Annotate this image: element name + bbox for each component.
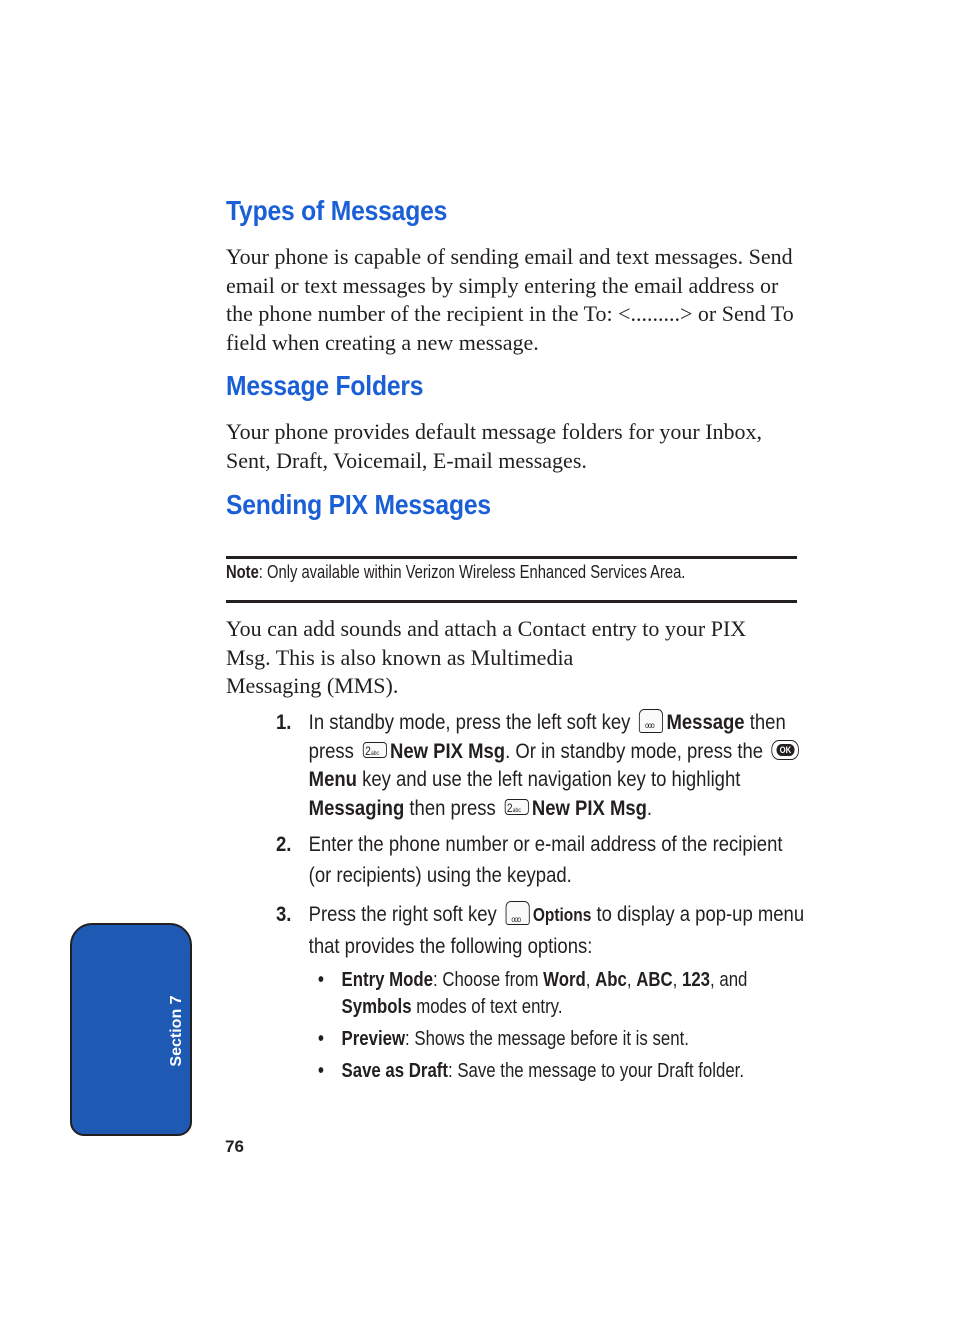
step-text: . Or in standby mode, press the	[505, 738, 764, 763]
bullet-label: Save as Draft	[341, 1060, 448, 1082]
key-digit: 2	[506, 800, 513, 815]
step-text: .	[646, 795, 653, 820]
pix-line-2: Msg. This is also known as Multimedia	[226, 644, 574, 670]
step-text: key and use the left navigation key to highlight	[362, 767, 741, 791]
bullet-body	[342, 1058, 789, 1085]
section-tab-label: Section 7	[168, 995, 185, 1067]
bullet-label: Preview	[341, 1028, 406, 1050]
step-term: New PIX Msg	[531, 795, 647, 820]
bullet-text: , and	[710, 969, 748, 991]
step-term: Messaging	[308, 795, 405, 820]
note	[226, 562, 751, 583]
mode-abc: Abc	[595, 969, 627, 991]
step-number: 1.	[276, 710, 292, 734]
bullet-label: Entry Mode	[341, 969, 434, 991]
heading-types-of-messages: Types of Messages	[226, 195, 448, 226]
note-bottom-rule	[226, 600, 797, 603]
bullet-entry-mode	[318, 967, 788, 1021]
key-letters: abc	[512, 807, 521, 814]
bullet-save-as-draft	[318, 1058, 788, 1085]
step-term: New PIX Msg	[390, 738, 506, 763]
bullet-body	[342, 1026, 789, 1053]
step-term: Menu	[308, 767, 357, 791]
paragraph-types-of-messages: Your phone is capable of sending email and text messages. Send email or text messages by simply entering the email address or the phone number of the recipient in the To: <.........> or Send To field when creating a new message.	[226, 244, 794, 356]
pix-line-1: You can add sounds and attach a Contact entry to your PIX	[226, 616, 747, 641]
note-top-rule	[226, 556, 797, 559]
left-soft-key-icon	[639, 709, 663, 733]
step-term: Options	[532, 905, 592, 925]
step-text: then press	[308, 710, 786, 763]
ok-key-icon	[772, 740, 800, 760]
step-body: Enter the phone number or e-mail address of the recipient (or recipients) using the keypad.	[308, 832, 783, 887]
step-body	[309, 708, 810, 822]
bullet-text: : Choose from	[433, 969, 539, 991]
mode-word: Word	[543, 969, 586, 991]
step-2	[276, 829, 809, 891]
mode-123: 123	[681, 969, 711, 991]
bullet-dot: •	[318, 1028, 324, 1050]
step-term: Message	[666, 710, 745, 734]
step-text: to display a pop-up menu that provides the following options:	[308, 902, 805, 958]
note-label: Note	[226, 562, 259, 582]
bullet-preview	[318, 1026, 788, 1053]
bullet-text: modes of text entry.	[416, 996, 563, 1018]
paragraph-message-folders: Your phone provides default message folders for your Inbox, Sent, Draft, Voicemail, E-mail messages.	[226, 419, 763, 473]
bullet-dot: •	[318, 969, 324, 991]
step-number: 2.	[276, 832, 292, 856]
step-1	[276, 708, 809, 822]
right-soft-key-icon	[505, 901, 529, 925]
pix-line-3: Messaging (MMS).	[226, 673, 399, 699]
mode-abc-caps: ABC	[636, 969, 673, 991]
step-text: then press	[409, 795, 496, 820]
page-number: 76	[225, 1137, 244, 1156]
step-body	[309, 899, 810, 962]
key-digit: 2	[365, 743, 371, 758]
bullet-dot: •	[318, 1060, 324, 1082]
two-abc-key-icon	[362, 742, 386, 758]
step-text: Press the right soft key	[308, 902, 497, 926]
heading-sending-pix-messages: Sending PIX Messages	[226, 489, 491, 520]
mode-symbols: Symbols	[341, 996, 412, 1018]
step-3	[276, 899, 809, 962]
ok-key-label: OK	[776, 744, 794, 756]
bullet-text: : Shows the message before it is sent.	[405, 1028, 689, 1050]
key-letters: abc	[370, 750, 380, 757]
heading-message-folders: Message Folders	[226, 370, 424, 401]
paragraph-pix-messages	[226, 615, 796, 701]
note-text: : Only available within Verizon Wireless Enhanced Services Area.	[258, 562, 686, 582]
step-number: 3.	[276, 902, 292, 926]
two-abc-key-icon	[504, 799, 528, 815]
bullet-text: : Save the message to your Draft folder.	[447, 1060, 745, 1082]
bullet-body: Entry Mode: Choose from Word, Abc, ABC, 123, and Symbols modes of text entry.	[341, 969, 748, 1018]
step-text: In standby mode, press the left soft key	[308, 710, 631, 734]
